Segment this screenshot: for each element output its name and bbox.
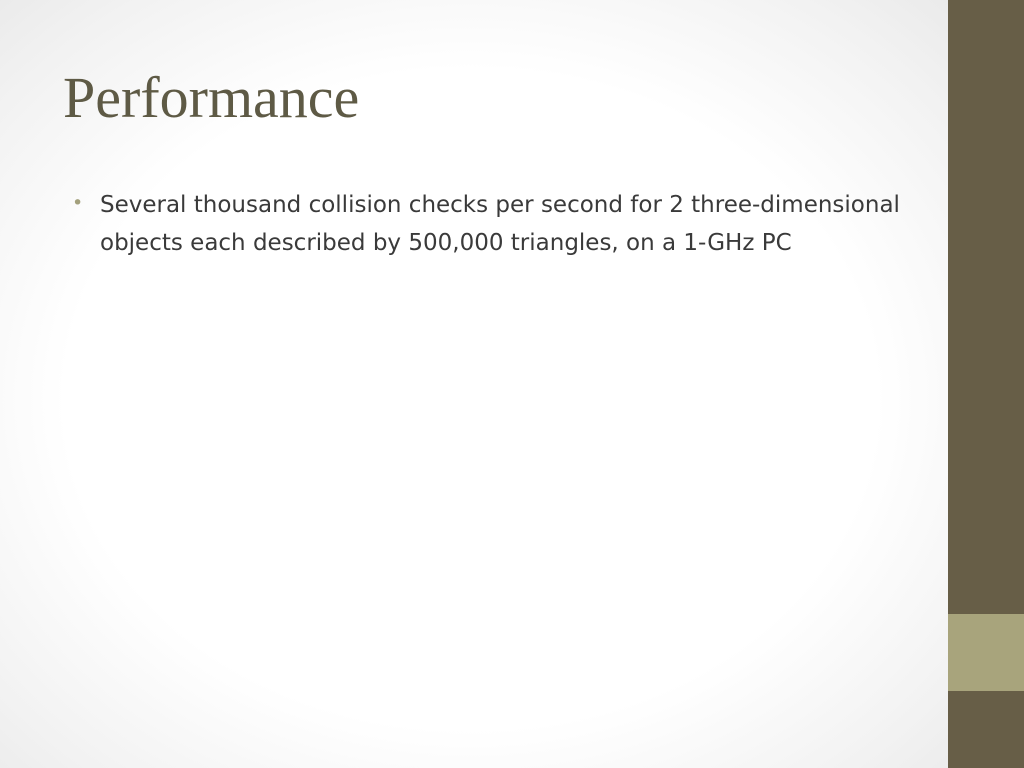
bullet-item: [72, 186, 902, 262]
decorative-sidebar: [948, 0, 1024, 768]
sidebar-accent-block: [948, 614, 1024, 691]
bullet-list: [72, 186, 902, 262]
sidebar-dark-band-bottom: [948, 691, 1024, 768]
slide-title: Performance: [63, 65, 360, 130]
bullet-text: Several thousand collision checks per second for 2 three-dimensional objects each described by 500,000 triangles, on a 1-GHz PC: [100, 192, 900, 256]
sidebar-dark-band: [948, 0, 1024, 614]
bullet-marker: •: [72, 192, 84, 214]
